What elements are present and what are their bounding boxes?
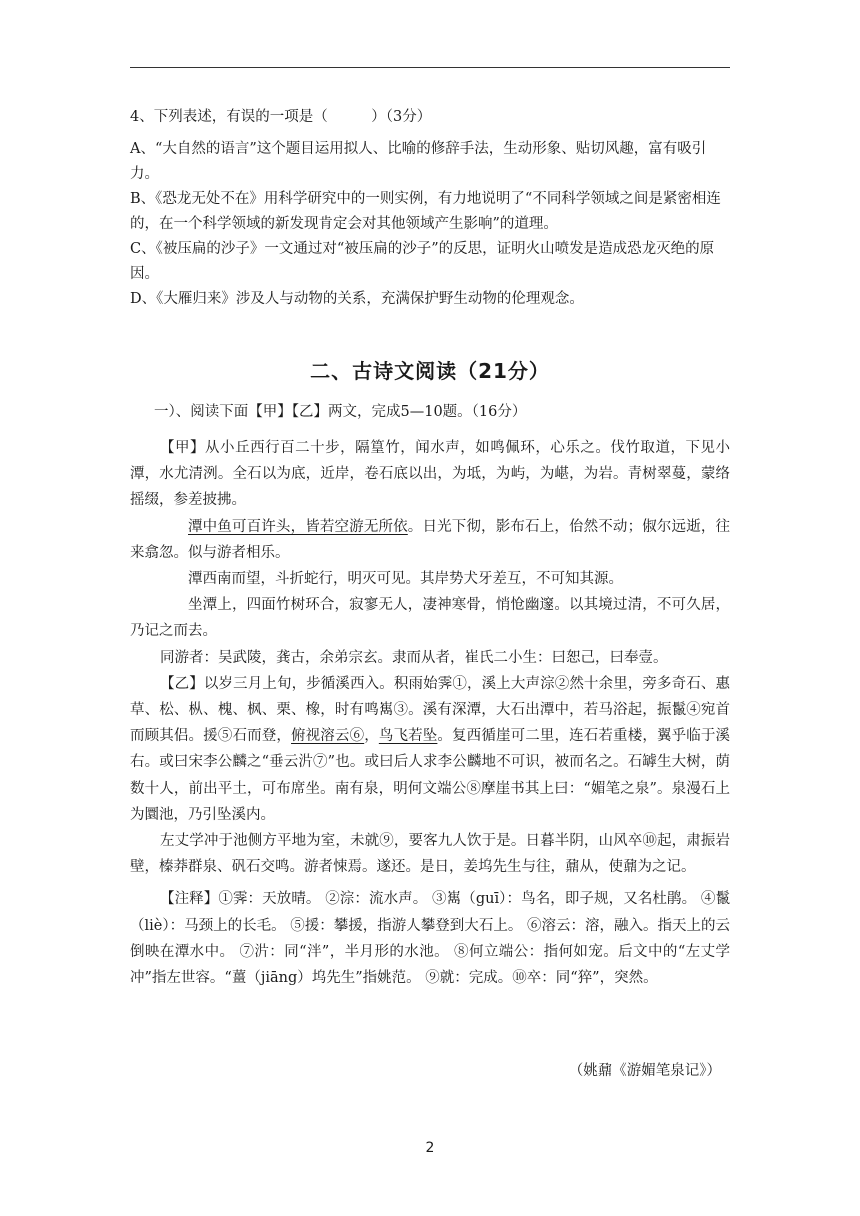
jia-paragraph-3: 潭西南而望，斗折蛇行，明灭可见。其岸势犬牙差互，不可知其源。 bbox=[188, 571, 623, 588]
yi-paragraph-1-a: 【乙】以岁三月上旬，步循溪西入。积雨始霁①，溪上大声淙②然十余里，旁多奇石、惠草、松、枞、槐、枫、栗、橡，时有鸣嶲③。溪有深潭，大石出潭中，若马浴起，振鬣④宛首而顾其侣。援⑤石而登， bbox=[130, 675, 730, 745]
option-b: B、《恐龙无处不在》用科学研究中的一则实例，有力地说明了“不同科学领域之间是紧密相连的，在一个科学领域的新发现肯定会对其他领域产生影响”的道理。 bbox=[130, 191, 721, 232]
underlined-phrase-2: 鸟飞若坠 bbox=[378, 728, 438, 745]
annotations: 【注释】①霁：天放晴。 ②淙：流水声。 ③嶲（guī）：鸟名，即子规，又名杜鹃。 ④鬣（liè）：马颈上的长毛。 ⑤援：攀援，指游人攀登到大石上。 ⑥溶云：溶，融入。指天上的云倒映在潭水中。 ⑦沜：同“泮”，半月形的水池。 ⑧何立端公：指何如宠。后文中的“左丈学冲”指左世容。“薑（jiāng）坞先生”指姚范。 ⑨就：完成。⑩卒：同“猝”，突然。 bbox=[130, 891, 730, 987]
section-title: 二、古诗文阅读（21分） bbox=[310, 359, 550, 383]
jia-paragraph-2 bbox=[130, 514, 730, 566]
yi-paragraph-1-comma: ， bbox=[364, 728, 379, 745]
question-4 bbox=[130, 105, 730, 312]
underlined-sentence: 潭中鱼可百许头，皆若空游无所依 bbox=[188, 518, 408, 535]
section-subhead: 一）、阅读下面【甲】【乙】两文，完成5—10题。（16分） bbox=[154, 404, 527, 420]
option-a: A、“大自然的语言”这个题目运用拟人、比喻的修辞手法，生动形象、贴切风趣，富有吸引力。 bbox=[130, 141, 707, 182]
jia-paragraph-4: 坐潭上，四面竹树环合，寂寥无人，凄神寒骨，悄怆幽邃。以其境过清，不可久居，乃记之而去。 bbox=[130, 597, 730, 640]
jia-paragraph-5: 同游者：吴武陵，龚古，余弟宗玄。隶而从者，崔氏二小生：曰恕己，曰奉壹。 bbox=[160, 649, 668, 666]
page-number: 2 bbox=[425, 1140, 435, 1156]
jia-paragraph-2-rest: 。日光下彻，影布石上，佁然不动；俶尔远逝，往来翕忽。似与游者相乐。 bbox=[130, 518, 731, 561]
question-4-stem: 4、下列表述，有误的一项是（ ）（3分） bbox=[130, 109, 432, 125]
yi-paragraph-2: 左丈学冲于池侧方平地为室，未就⑨，要客九人饮于是。日暮半阴，山风卒⑩起，肃振岩壁，榛莽群泉、矾石交鸣。游者悚焉。遂还。是日，姜坞先生与往，鼐从，使鼐为之记。 bbox=[130, 833, 730, 876]
option-c: C、《被压扁的沙子》一文通过对“被压扁的沙子”的反思，证明火山喷发是造成恐龙灭绝的原因。 bbox=[130, 241, 715, 282]
yi-paragraph-1-b: 。复西循崖可二里，连石若重楼，翼乎临于溪右。或曰宋李公麟之“垂云沜⑦”也。或曰后人求李公麟地不可识，被而名之。石罅生大树，荫数十人，前出平土，可布席坐。南有泉，明何文端公⑧摩崖书其上曰：“媚笔之泉”。泉漫石上为圜池，乃引坠溪内。 bbox=[130, 728, 731, 823]
reading-passage bbox=[130, 435, 730, 991]
header-rule bbox=[130, 67, 730, 68]
yi-paragraph-1 bbox=[130, 671, 730, 828]
jia-paragraph-1: 【甲】从小丘西行百二十步，隔篁竹，闻水声，如鸣佩环，心乐之。伐竹取道，下见小潭，水尤清洌。全石以为底，近岸，卷石底以出，为坻，为屿，为嵁，为岩。青树翠蔓，蒙络摇缀，参差披拂。 bbox=[130, 440, 730, 509]
source-citation: （姚鼐《游媚笔泉记》） bbox=[568, 1063, 721, 1079]
underlined-phrase-1: 俯视溶云⑥ bbox=[291, 728, 365, 745]
option-d: D、《大雁归来》涉及人与动物的关系，充满保护野生动物的伦理观念。 bbox=[130, 291, 584, 307]
